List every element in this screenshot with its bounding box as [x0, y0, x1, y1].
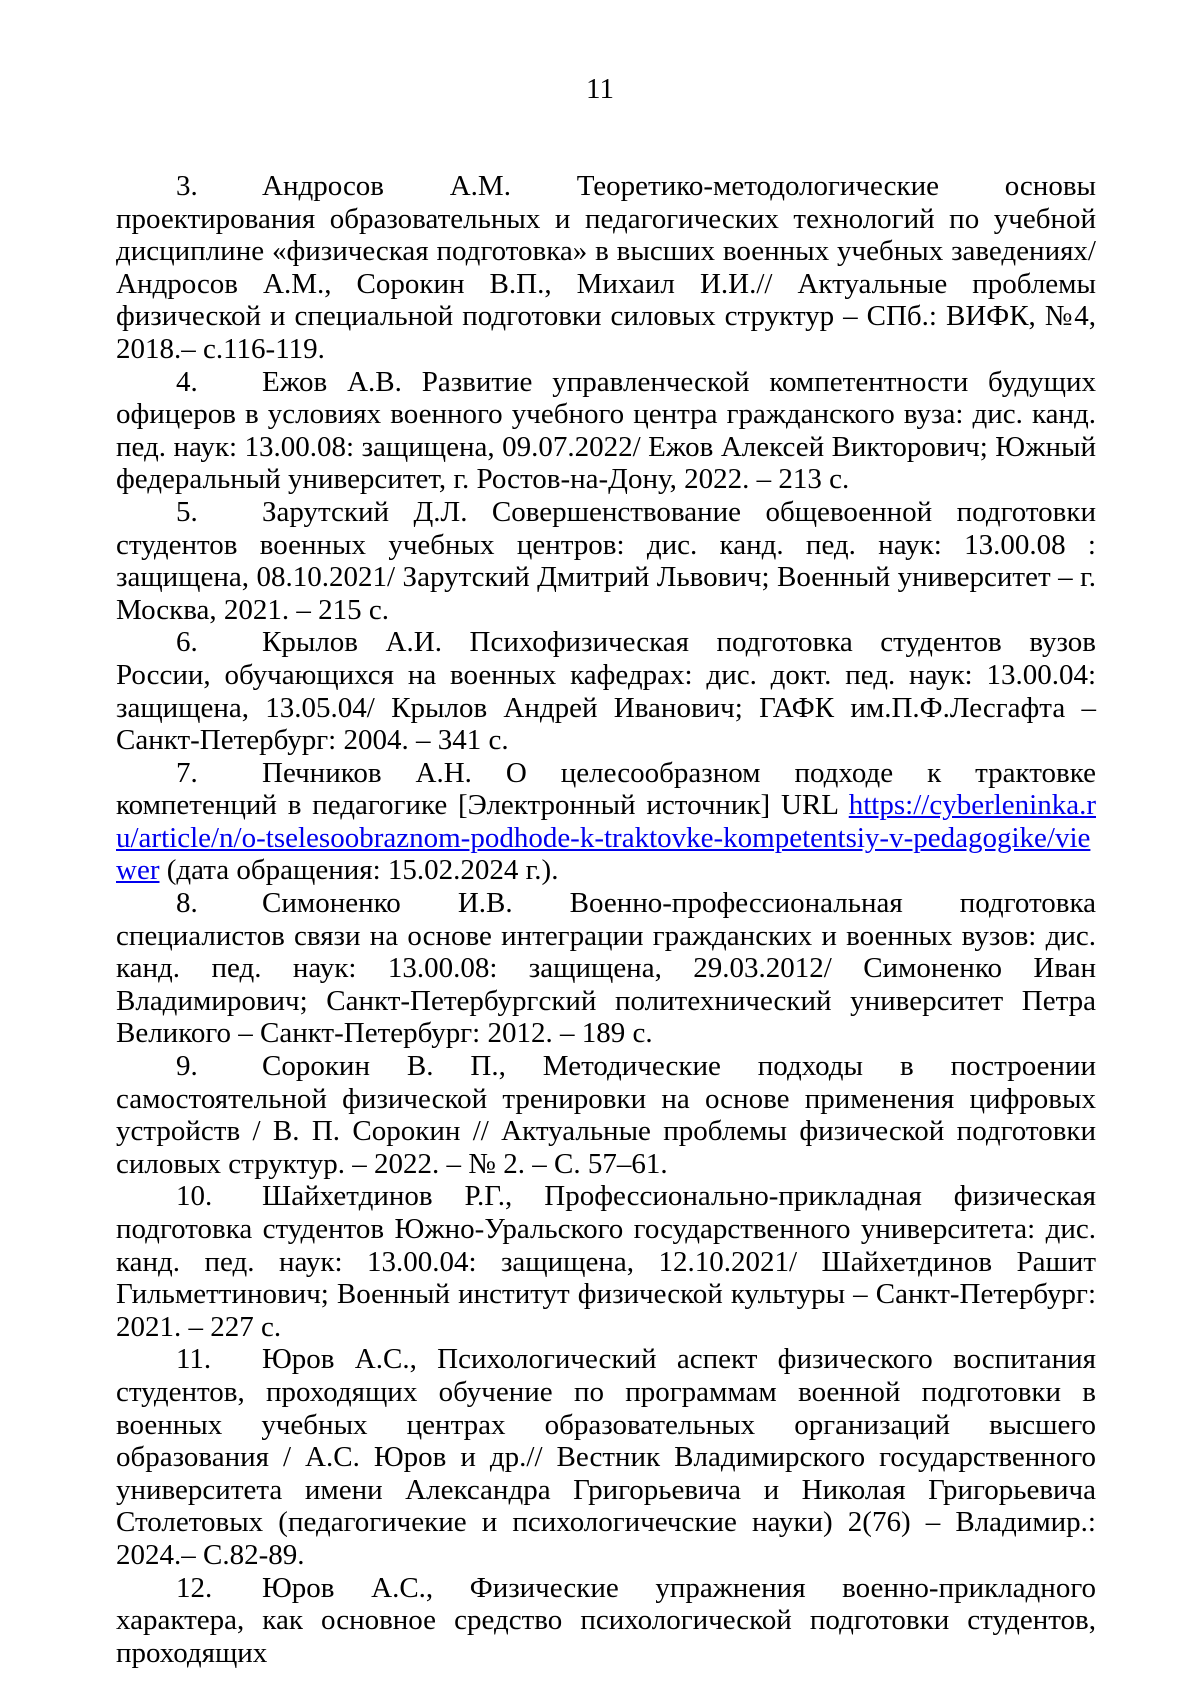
reference-number: 7. — [176, 756, 198, 789]
reference-list — [116, 170, 1096, 1669]
reference-number: 3. — [176, 170, 198, 202]
reference-text: Андросов А.М. Теоретико-методологические основы проектирования образовательных и педагогических технологий по учебной дисциплине «физическая подготовка» в высших военных учебных заведениях/ Андросов А.М., Сорокин В.П., Михаил И.И.// Актуальные проблемы физической и специальной подготовки силовых структур – СПб.: ВИФК, №4, 2018.– с.116-119. — [116, 170, 1096, 365]
reference-item — [116, 887, 1096, 1050]
reference-number: 4. — [176, 365, 198, 398]
page-number: 11 — [586, 73, 614, 105]
reference-number: 12. — [176, 1571, 213, 1604]
reference-number: 8. — [176, 887, 198, 920]
reference-text: Шайхетдинов Р.Г., Профессионально-прикладная физическая подготовка студентов Южно-Уральского государственного университета: дис. канд. пед. наук: 13.00.04: защищена, 12.10.2021/ Шайхетдинов Рашит Гильметтинович; Военный институт физической культуры – Санкт-Петербург: 2021. – 227 с. — [116, 1180, 1096, 1343]
reference-text: Юров А.С., Физические упражнения военно-прикладного характера, как основное средство психологической подготовки студентов, проходящих — [116, 1571, 1096, 1669]
reference-item — [116, 1572, 1096, 1670]
reference-item — [116, 1180, 1096, 1343]
reference-text: Сорокин В. П., Методические подходы в построении самостоятельной физической тренировки на основе применения цифровых устройств / В. П. Сорокин // Актуальные проблемы физической подготовки силовых структур. – 2022. – № 2. – С. 57–61. — [116, 1050, 1096, 1180]
reference-item — [116, 626, 1096, 756]
reference-item — [116, 496, 1096, 626]
reference-item — [116, 170, 1096, 366]
reference-url-link[interactable]: https://cyberleninka.ru/article/n/o-tselesoobraznom-podhode-k-traktovke-kompetentsiy-v-pedagogike/viewer — [116, 789, 1096, 887]
reference-number: 10. — [176, 1180, 213, 1213]
reference-number: 5. — [176, 495, 198, 528]
reference-text: Крылов А.И. Психофизическая подготовка студентов вузов России, обучающихся на военных кафедрах: дис. докт. пед. наук: 13.00.04: защищена, 13.05.04/ Крылов Андрей Иванович; ГАФК им.П.Ф.Лесгафта – Санкт-Петербург: 2004. – 341 с. — [116, 626, 1096, 757]
reference-number: 6. — [176, 626, 198, 659]
reference-text: Симоненко И.В. Военно-профессиональная подготовка специалистов связи на основе интеграции гражданских и военных вузов: дис. канд. пед. наук: 13.00.08: защищена, 29.03.2012/ Симоненко Иван Владимирович; Санкт-Петербургский политехнический университет Петра Великого – Санкт-Петербург: 2012. – 189 с. — [116, 887, 1096, 1050]
reference-item — [116, 1050, 1096, 1180]
reference-text-after-link: (дата обращения: 15.02.2024 г.). — [159, 854, 559, 887]
reference-text: Печников А.Н. О целесообразном подходе к трактовке компетенций в педагогике [Электронный источник] URL — [116, 756, 1096, 822]
reference-text: Зарутский Д.Л. Совершенствование общевоенной подготовки студентов военных учебных центров: дис. канд. пед. наук: 13.00.08 : защищена, 08.10.2021/ Зарутский Дмитрий Львович; Военный университет – г. Москва, 2021. – 215 с. — [116, 495, 1096, 626]
reference-item — [116, 757, 1096, 887]
reference-text: Ежов А.В. Развитие управленческой компетентности будущих офицеров в условиях военного учебного центра гражданского вуза: дис. канд. пед. наук: 13.00.08: защищена, 09.07.2022/ Ежов Алексей Викторович; Южный федеральный университет, г. Ростов-на-Дону, 2022. – 213 с. — [116, 365, 1096, 496]
reference-item — [116, 366, 1096, 496]
reference-number: 9. — [176, 1050, 198, 1083]
reference-text: Юров А.С., Психологический аспект физического воспитания студентов, проходящих обучение по программам военной подготовки в военных учебных центрах образовательных организаций высшего образования / А.С. Юров и др.// Вестник Владимирского государственного университета имени Александра Григорьевича и Николая Григорьевича Столетовых (педагогичекие и психологичечские науки) 2(76) – Владимир.: 2024.– С.82-89. — [116, 1343, 1096, 1571]
reference-number: 11. — [176, 1343, 212, 1376]
reference-item — [116, 1343, 1096, 1571]
